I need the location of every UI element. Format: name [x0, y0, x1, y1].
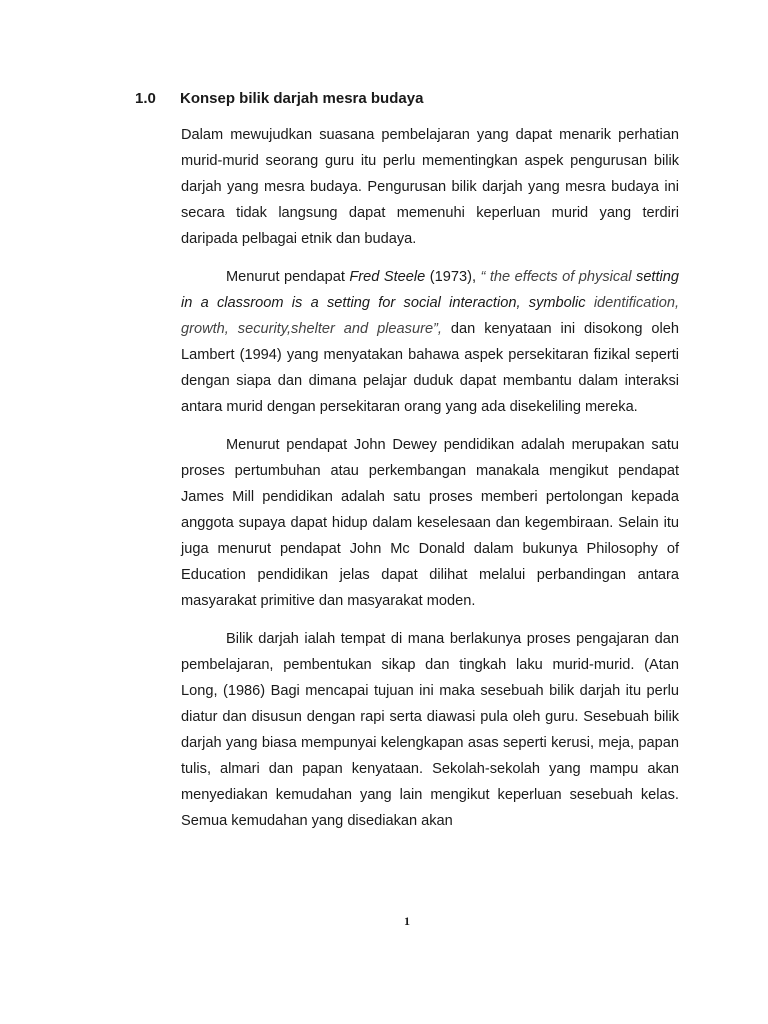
paragraph-2 [181, 264, 679, 420]
section-number: 1.0 [135, 90, 156, 107]
body-text [181, 122, 679, 846]
citation-year: (1973), [425, 269, 481, 285]
paragraph-4: Bilik darjah ialah tempat di mana berlakunya proses pengajaran dan pembelajaran, pembentukan sikap dan tingkah laku murid-murid. (Atan Long, (1986) Bagi mencapai tujuan ini maka sesebuah bilik darjah itu perlu diatur dan disusun dengan rapi serta diawasi pula oleh guru. Sesebuah bilik darjah yang biasa mempunyai kelengkapan asas seperti kerusi, meja, papan tulis, almari dan papan kenyataan. Sekolah-sekolah yang mampu akan menyediakan kemudahan yang lain mengikut keperluan sesebuah kelas. Semua kemudahan yang disediakan akan [181, 631, 679, 829]
section-heading [135, 89, 655, 109]
author-name: Fred Steele [349, 269, 426, 285]
quote-part-1: “ the effects of physical [480, 269, 637, 285]
paragraph-2-intro: Menurut pendapat [226, 269, 350, 285]
page-number: 1 [404, 914, 410, 928]
paragraph-3: Menurut pendapat John Dewey pendidikan adalah merupakan satu proses pertumbuhan atau perkembangan manakala mengikut pendapat James Mill pendidikan adalah satu proses memberi pertolongan kepada anggota supaya dapat hidup dalam keselesaan dan kegembiraan. Selain itu juga menurut pendapat John Mc Donald dalam bukunya Philosophy of Education pendidikan jelas dapat dilihat melalui perbandingan antara masyarakat primitive dan masyarakat moden. [181, 437, 679, 609]
paragraph-1: Dalam mewujudkan suasana pembelajaran yang dapat menarik perhatian murid-murid seorang guru itu perlu mementingkan aspek pengurusan bilik darjah yang mesra budaya. Pengurusan bilik darjah yang mesra budaya ini secara tidak langsung dapat memenuhi keperluan murid yang terdiri daripada pelbagai etnik dan budaya. [181, 127, 679, 247]
quote-part-2: setting in a classroom is a setting for social interaction, symbolic [181, 269, 680, 311]
section-title: Konsep bilik darjah mesra budaya [180, 90, 424, 107]
paragraph-2-rest: dan kenyataan ini disokong oleh Lambert (1994) yang menyatakan bahawa aspek persekitaran fizikal seperti dengan siapa dan dimana pelajar duduk dapat membantu dalam interaksi antara murid dengan persekitaran orang yang ada disekeliling mereka. [181, 321, 679, 415]
quote-part-3: identification, growth, security,shelter and pleasure”, [181, 295, 679, 337]
